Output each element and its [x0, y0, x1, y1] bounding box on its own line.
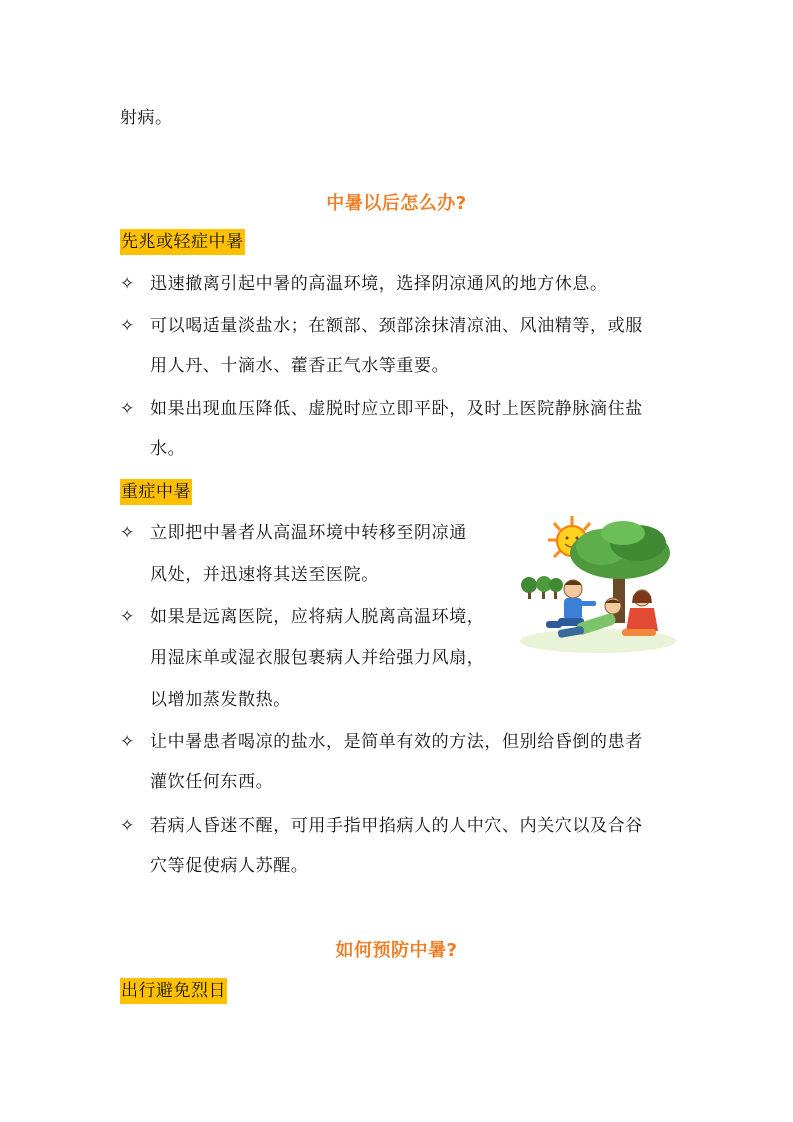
severe-item-2-line-1: 如果是远离医院，应将病人脱离高温环境，: [150, 607, 485, 627]
mild-item-1-line-1: 迅速撤离引起中暑的高温环境，选择阴凉通风的地方休息。: [150, 274, 608, 294]
bullet-icon: ✧: [120, 523, 135, 543]
severe-item-2-line-2: 用湿床单或湿衣服包裹病人并给强力风扇，: [150, 648, 485, 668]
bullet-icon: ✧: [120, 274, 135, 294]
severe-item-2-line-3: 以增加蒸发散热。: [150, 690, 291, 710]
bullet-icon: ✧: [120, 316, 135, 336]
bullet-icon: ✧: [120, 607, 135, 627]
helper-girl: [622, 590, 658, 636]
severe-item-3-line-2: 灌饮任何东西。: [150, 772, 274, 792]
severe-item-3-line-1: 让中暑患者喝凉的盐水，是简单有效的方法，但别给昏倒的患者: [150, 732, 643, 752]
bullet-icon: ✧: [120, 732, 135, 752]
severe-item-4-line-2: 穴等促使病人苏醒。: [150, 856, 309, 876]
mild-item-2-line-2: 用人丹、十滴水、藿香正气水等重要。: [150, 356, 450, 376]
section-heading-prevention: 如何预防中暑?: [335, 940, 458, 961]
mild-item-3-line-2: 水。: [150, 439, 186, 459]
severe-item-4-line-1: 若病人昏迷不醒，可用手指甲掐病人的人中穴、内关穴以及合谷: [150, 816, 643, 836]
subhead-mild: 先兆或轻症中暑: [120, 229, 245, 255]
heatstroke-first-aid-illustration: [518, 513, 676, 655]
bullet-icon: ✧: [120, 399, 135, 419]
intro-tail: 射病。: [120, 108, 173, 128]
section-heading-after-heatstroke: 中暑以后怎么办?: [326, 193, 467, 214]
bullet-icon: ✧: [120, 816, 135, 836]
mild-item-2-line-1: 可以喝适量淡盐水；在额部、颈部涂抹清凉油、风油精等，或服: [150, 316, 643, 336]
severe-item-1-line-1: 立即把中暑者从高温环境中转移至阴凉通: [150, 523, 467, 543]
small-trees: [521, 576, 563, 599]
severe-item-1-line-2: 风处，并迅速将其送至医院。: [150, 565, 379, 585]
mild-item-3-line-1: 如果出现血压降低、虚脱时应立即平卧，及时上医院静脉滴住盐: [150, 399, 643, 419]
subhead-severe: 重症中暑: [120, 479, 192, 505]
subhead-avoid-sun: 出行避免烈日: [120, 978, 227, 1004]
